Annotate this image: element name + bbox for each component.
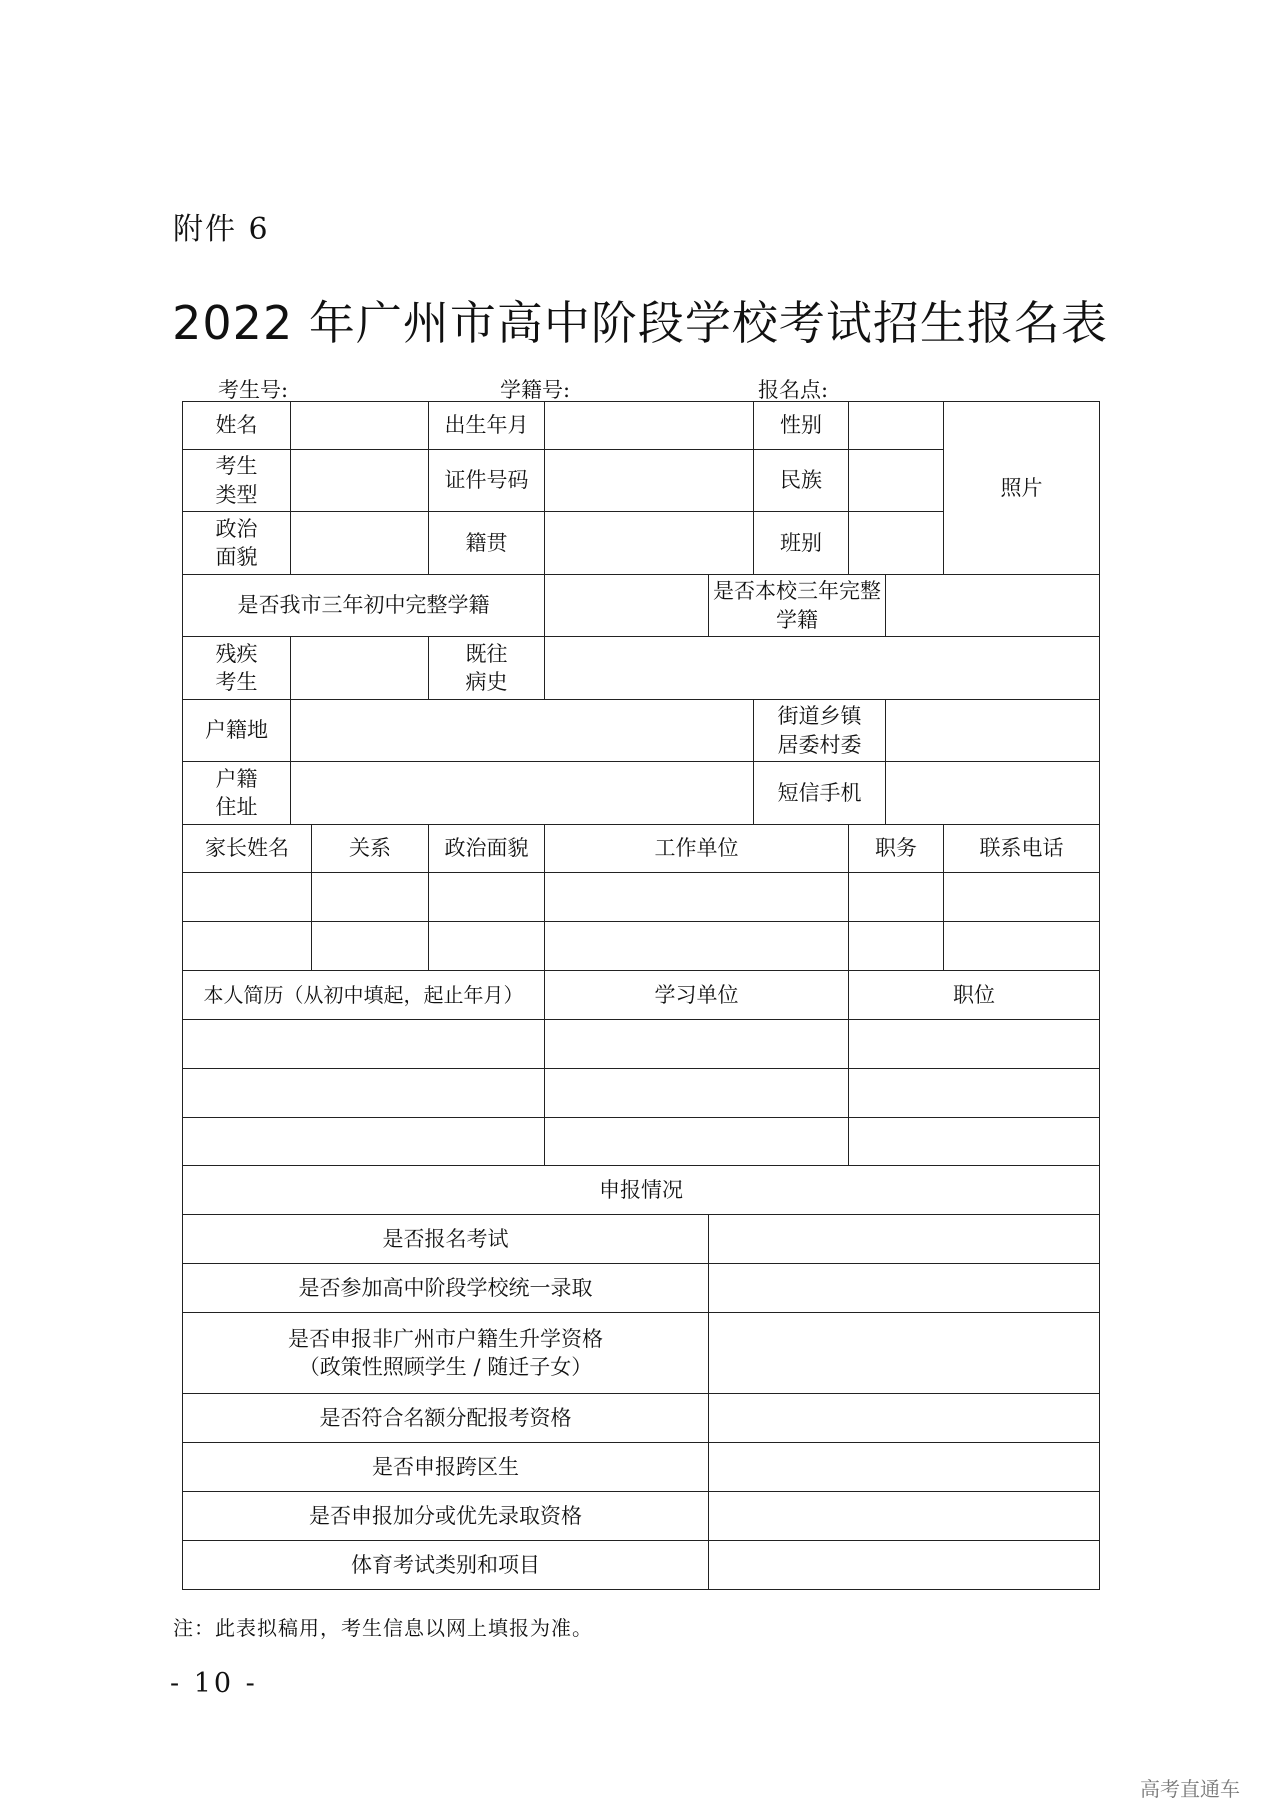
registration-site-label: 报名点: [758, 378, 829, 402]
disabled-label [183, 637, 291, 700]
declaration-item-non-local-line2: （政策性照顾学生 / 随迁子女） [298, 1355, 593, 1379]
gender-cell[interactable] [849, 402, 944, 450]
photo-box[interactable]: 照片 [944, 402, 1100, 575]
page-title: 2022 年广州市高中阶段学校考试招生报名表 [172, 296, 1108, 350]
page-number: - 10 - [170, 1668, 258, 1699]
medical-history-label-line1: 既往 [465, 641, 508, 666]
declaration-item-pe-exam-cell[interactable] [709, 1541, 1100, 1590]
native-place-cell[interactable] [545, 512, 754, 575]
family-cell[interactable] [849, 873, 944, 922]
id-number-cell[interactable] [545, 450, 754, 512]
footnote: 注：此表拟稿用，考生信息以网上填报为准。 [173, 1616, 593, 1640]
gender-label: 性别 [754, 402, 849, 450]
student-id-label: 学籍号: [500, 378, 571, 402]
declaration-item-quota-cell[interactable] [709, 1394, 1100, 1443]
family-cell[interactable] [312, 873, 429, 922]
table-row [183, 1492, 1100, 1541]
declaration-item-exam-label: 是否报名考试 [183, 1215, 709, 1264]
examinee-type-label [183, 450, 291, 512]
resume-header-school: 学习单位 [545, 971, 849, 1020]
resume-cell[interactable] [183, 1069, 545, 1118]
political-status-cell[interactable] [291, 512, 429, 575]
class-cell[interactable] [849, 512, 944, 575]
family-header-phone: 联系电话 [944, 825, 1100, 873]
hukou-address-label-line2: 住址 [215, 795, 258, 819]
disabled-label-line2: 考生 [215, 670, 258, 694]
ethnicity-cell[interactable] [849, 450, 944, 512]
hukou-label: 户籍地 [183, 700, 291, 762]
resume-cell[interactable] [545, 1020, 849, 1069]
hukou-address-cell[interactable] [291, 762, 754, 825]
declaration-item-exam-cell[interactable] [709, 1215, 1100, 1264]
resume-cell[interactable] [849, 1069, 1100, 1118]
table-row [183, 1020, 1100, 1069]
family-cell[interactable] [849, 922, 944, 971]
family-header-parent-name: 家长姓名 [183, 825, 312, 873]
resume-cell[interactable] [545, 1069, 849, 1118]
family-header-employer: 工作单位 [545, 825, 849, 873]
birth-cell[interactable] [545, 402, 754, 450]
name-label: 姓名 [183, 402, 291, 450]
street-committee-label [754, 700, 886, 762]
declaration-item-cross-district-label: 是否申报跨区生 [183, 1443, 709, 1492]
disabled-cell[interactable] [291, 637, 429, 700]
table-row [183, 575, 1100, 637]
table-row [183, 637, 1100, 700]
declaration-item-bonus-points-label: 是否申报加分或优先录取资格 [183, 1492, 709, 1541]
resume-cell[interactable] [183, 1118, 545, 1166]
political-status-label-line2: 面貌 [215, 545, 258, 569]
table-row [183, 1443, 1100, 1492]
disabled-label-line1: 残疾 [215, 641, 258, 666]
family-cell[interactable] [183, 922, 312, 971]
declaration-item-quota-label: 是否符合名额分配报考资格 [183, 1394, 709, 1443]
family-header-position: 职务 [849, 825, 944, 873]
ethnicity-label: 民族 [754, 450, 849, 512]
attachment-label: 附件 6 [173, 212, 270, 247]
family-cell[interactable] [429, 873, 545, 922]
city-enrollment-cell[interactable] [545, 575, 709, 637]
table-row [183, 762, 1100, 825]
family-cell[interactable] [312, 922, 429, 971]
table-row [183, 1541, 1100, 1590]
sms-phone-label: 短信手机 [754, 762, 886, 825]
family-cell[interactable] [545, 873, 849, 922]
resume-cell[interactable] [545, 1118, 849, 1166]
city-enrollment-label: 是否我市三年初中完整学籍 [183, 575, 545, 637]
table-row [183, 825, 1100, 873]
declaration-item-unified-admission-cell[interactable] [709, 1264, 1100, 1313]
political-status-label-line1: 政治 [215, 516, 258, 541]
family-cell[interactable] [429, 922, 545, 971]
family-cell[interactable] [944, 922, 1100, 971]
sms-phone-cell[interactable] [886, 762, 1100, 825]
declaration-item-cross-district-cell[interactable] [709, 1443, 1100, 1492]
table-row [183, 1313, 1100, 1394]
declaration-item-unified-admission-label: 是否参加高中阶段学校统一录取 [183, 1264, 709, 1313]
table-row [183, 1215, 1100, 1264]
medical-history-label [429, 637, 545, 700]
table-row [183, 1069, 1100, 1118]
class-label: 班别 [754, 512, 849, 575]
resume-cell[interactable] [849, 1020, 1100, 1069]
declaration-item-non-local-label [183, 1313, 709, 1394]
name-cell[interactable] [291, 402, 429, 450]
table-row [183, 1118, 1100, 1166]
table-row [183, 971, 1100, 1020]
hukou-address-label-line1: 户籍 [215, 766, 258, 791]
school-enrollment-cell[interactable] [886, 575, 1100, 637]
resume-cell[interactable] [183, 1020, 545, 1069]
street-committee-label-line1: 街道乡镇 [777, 704, 862, 729]
declaration-item-bonus-points-cell[interactable] [709, 1492, 1100, 1541]
family-header-political-status: 政治面貌 [429, 825, 545, 873]
resume-cell[interactable] [849, 1118, 1100, 1166]
declaration-item-non-local-cell[interactable] [709, 1313, 1100, 1394]
hukou-cell[interactable] [291, 700, 754, 762]
table-row [183, 1264, 1100, 1313]
medical-history-cell[interactable] [545, 637, 1100, 700]
family-cell[interactable] [944, 873, 1100, 922]
hukou-address-label [183, 762, 291, 825]
declaration-section-title: 申报情况 [183, 1166, 1100, 1215]
examinee-type-label-line1: 考生 [215, 454, 258, 479]
table-row [183, 1166, 1100, 1215]
street-committee-cell[interactable] [886, 700, 1100, 762]
native-place-label: 籍贯 [429, 512, 545, 575]
family-cell[interactable] [183, 873, 312, 922]
table-row [183, 922, 1100, 971]
street-committee-label-line2: 居委村委 [777, 732, 862, 757]
declaration-item-non-local-line1: 是否申报非广州市户籍生升学资格 [288, 1326, 603, 1351]
table-row [183, 1394, 1100, 1443]
table-row [183, 873, 1100, 922]
birth-label: 出生年月 [429, 402, 545, 450]
registration-form-table [182, 401, 1100, 1590]
table-row [183, 700, 1100, 762]
resume-header-role: 职位 [849, 971, 1100, 1020]
watermark: 高考直通车 [1140, 1777, 1240, 1801]
examinee-type-cell[interactable] [291, 450, 429, 512]
examinee-type-label-line2: 类型 [215, 482, 258, 507]
declaration-item-pe-exam-label: 体育考试类别和项目 [183, 1541, 709, 1590]
table-row [183, 402, 1100, 450]
political-status-label [183, 512, 291, 575]
resume-header-period: 本人简历（从初中填起，起止年月） [183, 971, 545, 1020]
school-enrollment-label: 是否本校三年完整学籍 [709, 575, 886, 637]
id-number-label: 证件号码 [429, 450, 545, 512]
medical-history-label-line2: 病史 [465, 670, 508, 694]
family-cell[interactable] [545, 922, 849, 971]
examinee-number-label: 考生号: [218, 378, 289, 402]
family-header-relation: 关系 [312, 825, 429, 873]
